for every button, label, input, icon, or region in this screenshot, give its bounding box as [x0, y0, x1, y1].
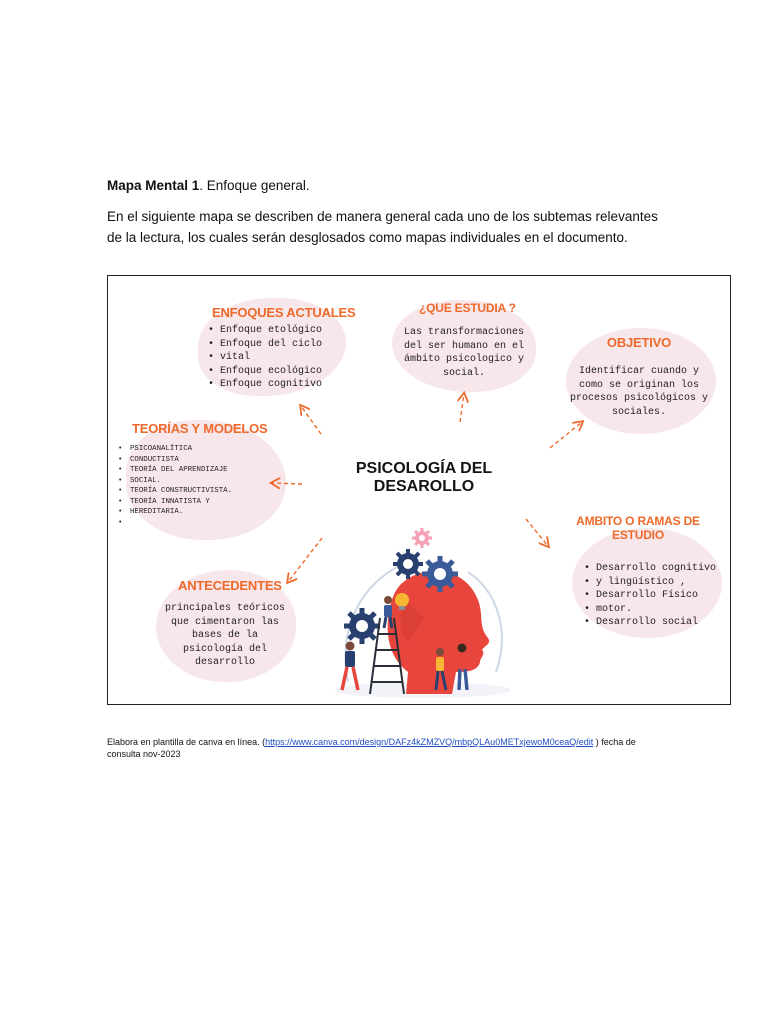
- teorias-list: [118, 444, 232, 518]
- text-line: desarrollo: [194, 657, 255, 668]
- text-line: como se originan los: [578, 379, 700, 391]
- ambito-list: [584, 562, 716, 630]
- mind-map-figure: [107, 275, 731, 705]
- que-estudia-title: ¿QUE ESTUDIA ?: [419, 301, 516, 315]
- caption-prefix: Elabora en plantilla de canva en línea. (: [107, 737, 266, 747]
- text-line: sociales.: [611, 406, 666, 418]
- figure-caption: [107, 736, 667, 760]
- text-line: psicología del: [182, 643, 267, 655]
- objetivo-title: OBJETIVO: [606, 335, 672, 350]
- enfoques-list: [208, 324, 322, 392]
- text-line: que cimentaron las: [170, 616, 280, 628]
- que-estudia-text: [396, 326, 532, 380]
- list-item: • Enfoque etológico: [208, 324, 322, 338]
- intro-paragraph: En el siguiente mapa se describen de manera general cada uno de los subtemas relevantes de la lectura, los cuales serán desglosados como mapas individuales en el documento.: [107, 209, 658, 245]
- antecedentes-title: ANTECEDENTES: [178, 578, 282, 593]
- list-item-continuation: • vital: [208, 351, 322, 365]
- list-item: • TEORÍA CONSTRUCTIVISTA.: [118, 486, 232, 497]
- list-item: • TEORÍA INNATISTA Y: [118, 497, 232, 508]
- text-line: principales teóricos: [164, 603, 286, 614]
- person-left: [342, 642, 358, 691]
- arrow-objetivo: [550, 422, 582, 448]
- list-item: • CONDUCTISTA: [118, 455, 232, 466]
- text-line: Identificar cuando y: [578, 366, 700, 377]
- head-gears-illustration: [328, 522, 518, 702]
- center-title-line: DESAROLLO: [373, 478, 475, 495]
- objetivo-text: [560, 365, 718, 419]
- list-item: • TEORÍA DEL APRENDIZAJE: [118, 465, 232, 476]
- gear-icon: [412, 528, 432, 548]
- center-title-line: PSICOLOGÍA DEL: [355, 460, 493, 477]
- caption-suffix: ) fecha de consulta nov-2023: [107, 737, 636, 759]
- enfoques-title: ENFOQUES ACTUALES: [212, 305, 356, 320]
- arrow-que-estudia: [460, 394, 464, 422]
- ambito-title-line: AMBITO O RAMAS DE: [576, 514, 700, 528]
- text-line: social.: [442, 367, 485, 379]
- ambito-title: [568, 514, 708, 542]
- list-item: • Enfoque del ciclo: [208, 338, 322, 352]
- teorias-title: TEORÍAS Y MODELOS: [132, 421, 268, 436]
- text-line: Las transformaciones: [403, 327, 525, 338]
- text-line: bases de la: [191, 630, 258, 641]
- list-item: • PSICOANALÍTICA: [118, 444, 232, 455]
- heading-bold: Mapa Mental 1: [107, 178, 200, 193]
- heading-rest: . Enfoque general.: [199, 178, 310, 193]
- center-title: [344, 460, 504, 496]
- antecedentes-text: [160, 602, 290, 670]
- gear-icon: [344, 608, 380, 644]
- list-item: • Enfoque ecológico: [208, 365, 322, 379]
- list-item: • Desarrollo social: [584, 616, 716, 630]
- text-line: del ser humano en el: [403, 340, 525, 352]
- list-item: • Desarrollo cognitivo: [584, 562, 716, 576]
- list-item-continuation: • HEREDITARIA.: [118, 507, 232, 518]
- list-item: • Desarrollo Físico: [584, 589, 716, 603]
- text-line: procesos psicológicos y: [569, 393, 709, 404]
- list-item-continuation: • motor.: [584, 603, 716, 617]
- ambito-title-line: ESTUDIO: [612, 528, 664, 542]
- figure-heading: [107, 178, 310, 193]
- list-item-continuation: • SOCIAL.: [118, 476, 232, 487]
- canva-link[interactable]: https://www.canva.com/design/DAFz4kZMZVQ/mbpQLAu0METxjewoM0ceaQ/edit: [265, 737, 594, 747]
- arrow-antecedentes: [288, 538, 322, 582]
- gear-icon: [422, 556, 458, 592]
- arrow-ambito: [526, 519, 548, 546]
- gear-icon: [393, 549, 423, 579]
- text-line: ámbito psicologico y: [403, 354, 525, 365]
- list-item: • Enfoque cognitivo: [208, 378, 322, 392]
- list-item-continuation: • y lingüístico ,: [584, 576, 716, 590]
- arrow-enfoques: [301, 406, 321, 434]
